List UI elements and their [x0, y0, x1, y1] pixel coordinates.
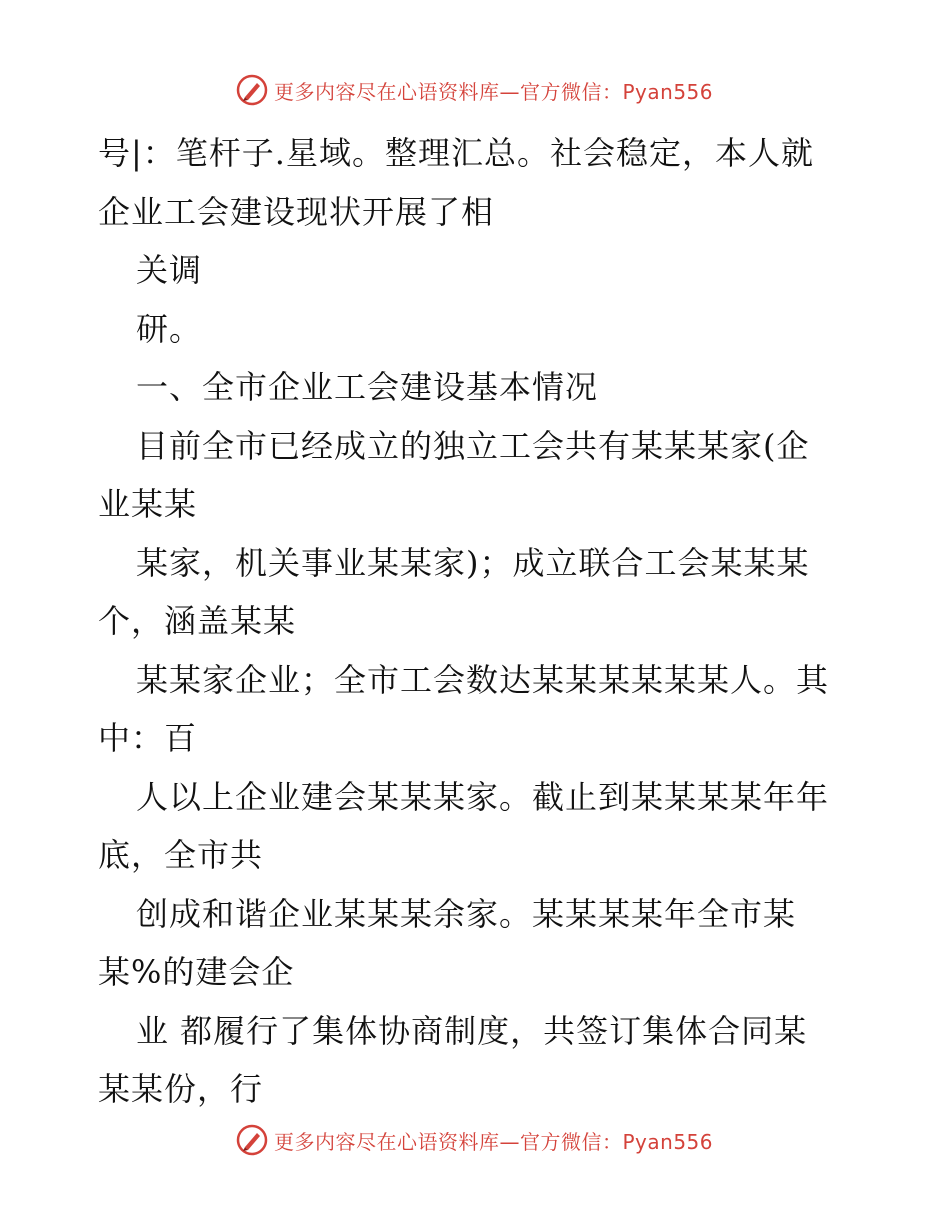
header-watermark-text: 更多内容尽在心语资料库—官方微信：Pyan556	[274, 79, 714, 104]
body-text-line: 底，全市共	[98, 836, 264, 874]
body-text-line: 某某家企业；全市工会数达某某某某某某人。其	[136, 660, 830, 699]
body-text-line: 号|：笔杆子.星域。整理汇总。社会稳定，本人就	[98, 134, 814, 172]
body-text-line: 创成和谐企业某某某余家。某某某某年全市某	[136, 894, 797, 933]
footer-watermark-text: 更多内容尽在心语资料库—官方微信：Pyan556	[274, 1129, 714, 1154]
document-body	[98, 124, 858, 1119]
body-text-line: 关调	[136, 251, 203, 289]
body-text-line: 个，涵盖某某	[98, 602, 297, 640]
body-text-line: 业 都履行了集体协商制度，共签订集体合同某	[136, 1011, 808, 1050]
footer-watermark	[236, 1122, 713, 1158]
body-text-line: 业某某	[98, 485, 198, 523]
body-text-line: 某某份，行	[98, 1070, 264, 1108]
body-text-line: 人以上企业建会某某某家。截止到某某某某年年	[136, 777, 830, 816]
body-text-line: 某家，机关事业某某家)；成立联合工会某某某	[136, 543, 810, 582]
body-text-line: 某%的建会企	[98, 953, 295, 991]
body-text-line: 一、全市企业工会建设基本情况	[136, 368, 599, 406]
body-text-line: 研。	[136, 309, 203, 348]
header-watermark	[236, 72, 713, 108]
body-text-line: 企业工会建设现状开展了相	[98, 192, 495, 231]
body-text-line: 中：百	[98, 719, 198, 757]
pen-logo-icon	[236, 1124, 268, 1156]
pen-logo-icon	[236, 74, 268, 106]
body-text-line: 目前全市已经成立的独立工会共有某某某家(企	[136, 426, 810, 465]
